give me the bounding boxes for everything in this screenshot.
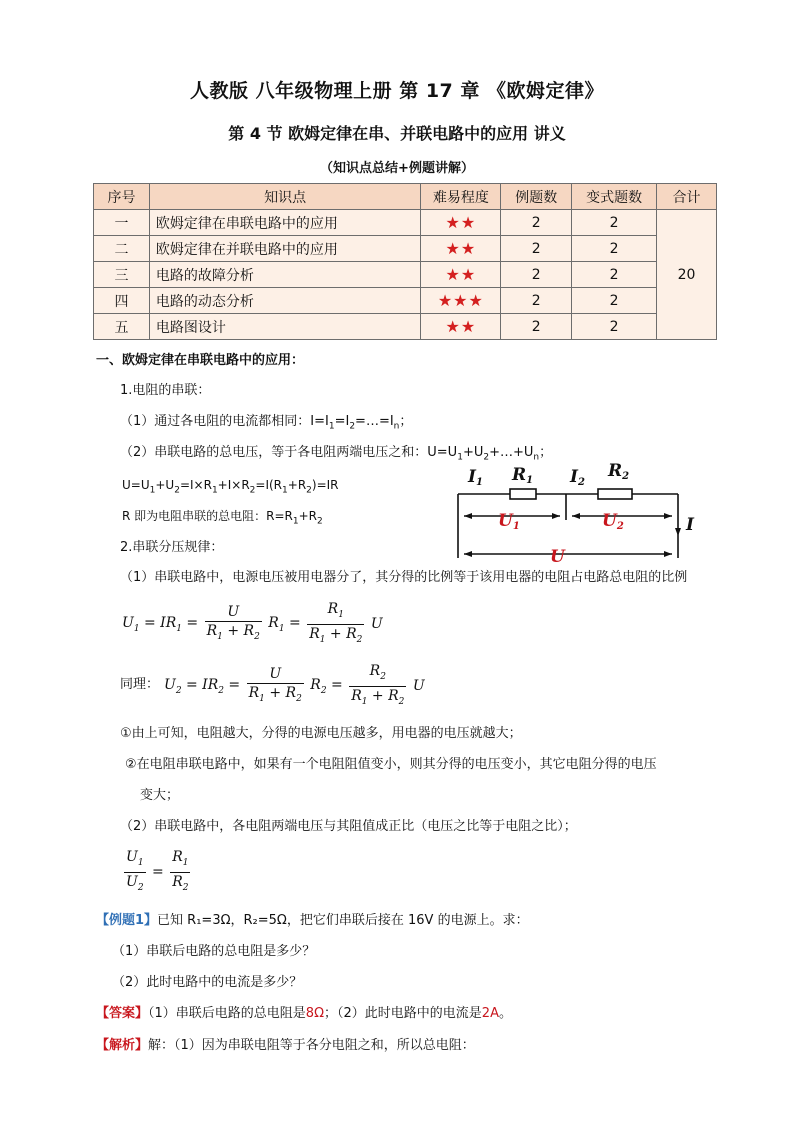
resistor-label-r1: R1 bbox=[512, 465, 534, 486]
difficulty-stars: ★★ bbox=[421, 236, 501, 262]
document-title: 人教版 八年级物理上册 第 17 章 《欧姆定律》 bbox=[189, 80, 604, 102]
analysis: 【解析】解：（1）因为串联电阻等于各分电阻之和，所以总电阻： bbox=[96, 1038, 475, 1053]
resistor-label-r2: R2 bbox=[608, 461, 630, 482]
col-header: 难易程度 bbox=[421, 184, 501, 210]
rule-voltage: （2）串联电路的总电压，等于各电阻两端电压之和：$U=U_1+U_2+\dots+U_n$； bbox=[120, 445, 553, 463]
formula-total-resistance: R 即为电阻串联的总电阻：$R=R_1+R_2$ bbox=[122, 509, 323, 527]
likewise-label: 同理： bbox=[120, 677, 160, 692]
difficulty-stars: ★★ bbox=[421, 262, 501, 288]
subsection-heading: 1.电阻的串联： bbox=[120, 383, 211, 398]
example-count: 2 bbox=[501, 314, 572, 340]
variant-count: 2 bbox=[572, 210, 657, 236]
formula-u2: $U_2 = IR_2$ = $\frac{U}{R_1 + R_2}$ $R_2$ = $\frac{R_2}{R_1 + R_2}$ U bbox=[164, 663, 425, 707]
example-count: 2 bbox=[501, 236, 572, 262]
table-row bbox=[94, 210, 717, 236]
col-header: 知识点 bbox=[149, 184, 420, 210]
conclusion-2-cont: 变大； bbox=[140, 788, 180, 803]
example-tag: 【例题1】 bbox=[96, 913, 158, 928]
difficulty-stars: ★★ bbox=[421, 210, 501, 236]
example-count: 2 bbox=[501, 262, 572, 288]
row-topic: 电路的动态分析 bbox=[149, 288, 420, 314]
rule-current: （1）通过各电阻的电流都相同：$I=I_1=I_2=\dots=I_n$； bbox=[120, 414, 413, 432]
variant-count: 2 bbox=[572, 314, 657, 340]
formula-voltage-sum: $U=U_1+U_2=I\times R_1+I\times R_2=I(R_1+R_2)=IR$ bbox=[122, 478, 339, 496]
table-row bbox=[94, 236, 717, 262]
row-number: 二 bbox=[94, 236, 150, 262]
row-number: 四 bbox=[94, 288, 150, 314]
row-topic: 欧姆定律在串联电路中的应用 bbox=[149, 210, 420, 236]
proportion-rule: （2）串联电路中，各电阻两端电压与其阻值成正比（电压之比等于电阻之比）； bbox=[120, 819, 577, 834]
row-number: 三 bbox=[94, 262, 150, 288]
table-header-row bbox=[94, 184, 717, 210]
table-row bbox=[94, 288, 717, 314]
current-label-i: I bbox=[686, 515, 694, 535]
subtitle-note: （知识点总结+例题讲解） bbox=[320, 161, 474, 176]
voltage-label-u1: U1 bbox=[498, 511, 520, 532]
table-row bbox=[94, 262, 717, 288]
col-header: 变式题数 bbox=[572, 184, 657, 210]
conclusion-2: ②在电阻串联电路中，如果有一个电阻阻值变小，则其分得的电压变小，其它电阻分得的电压 bbox=[125, 757, 657, 772]
row-number: 五 bbox=[94, 314, 150, 340]
knowledge-table bbox=[93, 183, 717, 340]
subsection-heading: 2.串联分压规律： bbox=[120, 540, 224, 555]
answer: 【答案】（1）串联后电路的总电阻是8Ω；（2）此时电路中的电流是2A。 bbox=[96, 1006, 512, 1021]
row-number: 一 bbox=[94, 210, 150, 236]
variant-count: 2 bbox=[572, 288, 657, 314]
conclusion-1: ①由上可知，电阻越大，分得的电源电压越多，用电器的电压就越大； bbox=[120, 726, 522, 741]
current-label-i1: I1 bbox=[468, 467, 483, 488]
example-count: 2 bbox=[501, 210, 572, 236]
paragraph-divider-rule: （1）串联电路中，电源电压被用电器分了，其分得的比例等于该用电器的电阻占电路总电阻的比例 bbox=[120, 570, 688, 585]
section-heading: 一、欧姆定律在串联电路中的应用： bbox=[96, 353, 305, 368]
col-header: 序号 bbox=[94, 184, 150, 210]
analysis-tag: 【解析】 bbox=[96, 1038, 149, 1053]
section-subtitle: 第 4 节 欧姆定律在串、并联电路中的应用 讲义 bbox=[228, 124, 566, 143]
difficulty-stars: ★★ bbox=[421, 314, 501, 340]
formula-u1: $U_1 = IR_1$ = $\frac{U}{R_1 + R_2}$ $R_1$ = $\frac{R_1}{R_1 + R_2}$ U bbox=[122, 601, 383, 645]
example-count: 2 bbox=[501, 288, 572, 314]
voltage-label-u: U bbox=[550, 547, 565, 566]
difficulty-stars: ★★★ bbox=[421, 288, 501, 314]
answer-tag: 【答案】 bbox=[96, 1006, 149, 1021]
series-circuit-diagram bbox=[450, 458, 710, 566]
row-topic: 欧姆定律在并联电路中的应用 bbox=[149, 236, 420, 262]
row-topic: 电路图设计 bbox=[149, 314, 420, 340]
question-2: （2）此时电路中的电流是多少？ bbox=[112, 975, 303, 990]
col-header: 合计 bbox=[657, 184, 717, 210]
current-label-i2: I2 bbox=[570, 467, 585, 488]
total-count: 20 bbox=[657, 210, 717, 340]
question-1: （1）串联后电路的总电阻是多少？ bbox=[112, 944, 316, 959]
col-header: 例题数 bbox=[501, 184, 572, 210]
example-1: 【例题1】已知 R₁=3Ω，R₂=5Ω，把它们串联后接在 16V 的电源上。求： bbox=[96, 913, 529, 928]
variant-count: 2 bbox=[572, 262, 657, 288]
row-topic: 电路的故障分析 bbox=[149, 262, 420, 288]
formula-ratio: $\frac{U_1}{U_2}$ = $\frac{R_1}{R_2}$ bbox=[126, 849, 189, 893]
variant-count: 2 bbox=[572, 236, 657, 262]
voltage-label-u2: U2 bbox=[602, 511, 624, 532]
table-row bbox=[94, 314, 717, 340]
